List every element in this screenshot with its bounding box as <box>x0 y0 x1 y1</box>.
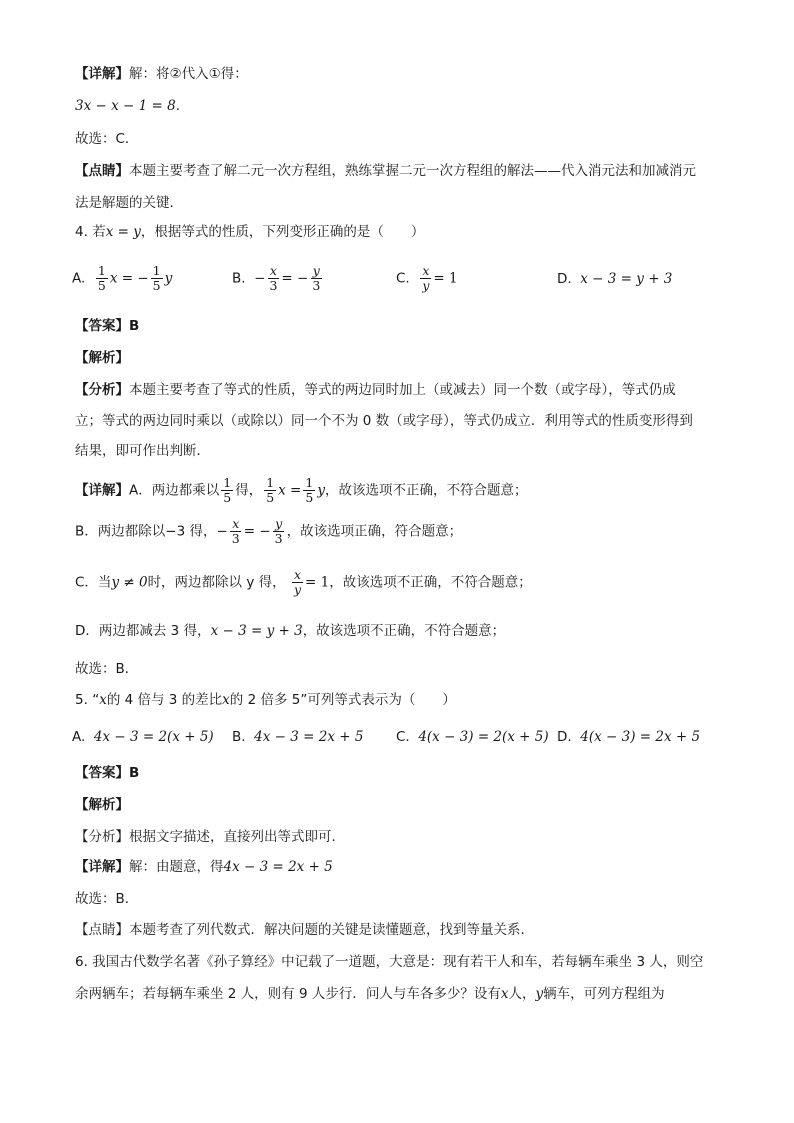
question-4-stem <box>75 222 424 242</box>
stem-part: 余两辆车；若每辆车乘坐 2 人，则有 9 人步行．问人与车各多少？设有 <box>75 986 501 1002</box>
numerator: 1 <box>223 475 232 490</box>
stem-var: x <box>222 692 230 708</box>
detail-c <box>75 568 532 597</box>
option-a-expr: 4x − 3 = 2(x + 5) <box>93 729 214 745</box>
stem-part: 的 2 倍多 5”可列等式表示为（ ） <box>229 692 456 708</box>
question-6-line-2 <box>75 984 665 1004</box>
option-d-expr: 4(x − 3) = 2x + 5 <box>580 729 701 745</box>
detail-a-y: y <box>317 482 325 499</box>
equation-line <box>75 96 180 116</box>
option-a <box>72 727 214 747</box>
denominator: 5 <box>266 490 275 505</box>
detail-line <box>75 857 333 877</box>
numerator: x <box>269 263 277 278</box>
fraction <box>292 568 303 597</box>
detail-d-pre: D．两边都减去 3 得， <box>75 623 211 639</box>
denominator: 3 <box>312 278 321 293</box>
fraction <box>310 264 322 293</box>
option-d-label: D. <box>557 271 572 287</box>
selection-line: 故选：C． <box>75 131 139 147</box>
answer-line: 【答案】B <box>75 318 140 334</box>
option-b-label: B. <box>232 729 246 745</box>
fraction <box>221 476 233 505</box>
stem-var: y <box>535 986 544 1002</box>
answer-line: 【答案】B <box>75 765 140 781</box>
detail-c-post: ，故该选项不正确，不符合题意； <box>329 574 532 591</box>
option-c-label: C. <box>396 729 410 745</box>
detail-eq: 4x − 3 = 2x + 5 <box>223 859 333 875</box>
fraction <box>273 517 285 546</box>
note-line-2: 法是解题的关键． <box>75 195 183 211</box>
stem-post: ，根据等式的性质，下列变形正确的是（ ） <box>140 224 425 240</box>
fraction <box>303 476 315 505</box>
numerator: x <box>422 263 430 278</box>
denominator: 5 <box>223 490 232 505</box>
detail-d <box>75 621 505 641</box>
numerator: 1 <box>305 475 314 490</box>
stem-pre: 若 <box>92 224 106 240</box>
denominator: y <box>293 582 301 597</box>
selection-line: 故选：B． <box>75 661 139 677</box>
fraction <box>267 264 279 293</box>
fraction <box>420 264 431 293</box>
detail-d-expr: x − 3 = y + 3 <box>210 623 303 639</box>
option-d <box>557 727 700 747</box>
question-number: 5. <box>75 692 88 708</box>
analysis-text: 本题主要考查了等式的性质，等式的两边同时加上（或减去）同一个数（或字母），等式仍成 <box>129 382 676 398</box>
detail-b-post: ，故该选项正确，符合题意； <box>286 523 463 540</box>
denominator: 5 <box>152 278 161 293</box>
analysis-text-3: 结果，即可作出判断． <box>75 443 210 459</box>
option-b-label: B. <box>232 270 246 287</box>
detail-tag: 【详解】 <box>75 66 129 82</box>
detail-b <box>75 517 462 546</box>
option-b-mid: = − <box>281 270 309 287</box>
detail-a <box>75 476 527 505</box>
denominator: 5 <box>97 278 106 293</box>
option-b <box>232 264 324 293</box>
stem-part: 辆车，可列方程组为 <box>543 986 665 1002</box>
option-c <box>396 727 549 747</box>
analysis-text-1 <box>75 380 676 400</box>
analysis-line: 【解析】 <box>75 797 129 813</box>
option-b-expr: 4x − 3 = 2x + 5 <box>254 729 364 745</box>
analysis-text-2: 立；等式的两边同时乘以（或除以）同一个不为 0 数（或字母），等式仍成立．利用等式的性质变形得到 <box>75 413 693 429</box>
question-number: 4. <box>75 224 88 240</box>
equation: 3x − x − 1 = 8 <box>75 98 176 114</box>
option-d <box>557 269 672 289</box>
numerator: 1 <box>152 263 161 278</box>
option-b <box>232 727 363 747</box>
stem-part: “ <box>92 692 100 708</box>
detail-c-pre: C．当 <box>75 574 112 591</box>
selection-line: 故选：B． <box>75 891 139 907</box>
stem-condition: x = y <box>105 224 141 240</box>
option-c-end: = 1 <box>433 270 458 287</box>
detail-pre: 解：由题意，得 <box>129 859 224 875</box>
option-a <box>72 264 172 293</box>
question-5-stem <box>75 690 456 710</box>
denominator: 3 <box>274 531 283 546</box>
numerator: 1 <box>97 263 106 278</box>
option-a-mid: x = − <box>109 270 149 287</box>
note-line-1 <box>75 161 696 181</box>
detail-c-eq: = 1 <box>305 574 330 591</box>
detail-c-mid: 时，两边都除以 y 得， <box>147 574 286 591</box>
detail-b-minus: − <box>216 523 228 540</box>
stem-var: x <box>500 986 509 1002</box>
question-6-line-1: 6. 我国古代数学名著《孙子算经》中记载了一道题，大意是：现有若干人和车，若每辆车乘坐 3 人，则空 <box>75 954 704 970</box>
option-b-minus: − <box>254 270 266 287</box>
detail-a-x: x = <box>278 482 302 499</box>
option-c-label: C. <box>396 270 410 287</box>
detail-b-eq: = − <box>243 523 271 540</box>
denominator: 3 <box>231 531 240 546</box>
detail-tag: 【详解】 <box>75 482 129 499</box>
equation-end: . <box>175 98 180 114</box>
analysis-tag: 【分析】 <box>75 382 129 398</box>
numerator: x <box>293 567 301 582</box>
analysis-line: 【解析】 <box>75 350 129 366</box>
option-d-label: D. <box>557 729 572 745</box>
option-c-expr: 4(x − 3) = 2(x + 5) <box>418 729 549 745</box>
denominator: y <box>422 278 430 293</box>
detail-d-post: ，故该选项不正确，不符合题意； <box>302 623 506 639</box>
detail-a-post: ，故该选项不正确，不符合题意； <box>324 482 528 499</box>
stem-var: x <box>99 692 107 708</box>
analysis-text: 【分析】根据文字描述，直接列出等式即可． <box>75 829 345 845</box>
detail-b-pre: B．两边都除以−3 得， <box>75 523 217 540</box>
numerator: y <box>275 516 283 531</box>
fraction <box>264 476 276 505</box>
fraction <box>96 264 108 293</box>
detail-c-cond: y ≠ 0 <box>111 574 148 591</box>
option-d-expr: x − 3 = y + 3 <box>580 271 673 287</box>
detail-text: 解：将②代入①得： <box>129 66 248 82</box>
fraction <box>230 517 242 546</box>
numerator: 1 <box>266 475 275 490</box>
numerator: y <box>312 263 320 278</box>
option-a-label: A. <box>72 729 86 745</box>
numerator: x <box>232 516 240 531</box>
note-tag: 【点睛】 <box>75 163 129 179</box>
option-c <box>396 264 458 293</box>
detail-line <box>75 64 248 84</box>
denominator: 3 <box>269 278 278 293</box>
stem-part: 的 4 倍与 3 的差比 <box>106 692 223 708</box>
detail-tag: 【详解】 <box>75 859 129 875</box>
note-line: 【点睛】本题考查了列代数式．解决问题的关键是读懂题意，找到等量关系． <box>75 922 534 938</box>
stem-part: 人， <box>508 986 536 1002</box>
detail-a-pre: A．两边都乘以 <box>129 482 220 499</box>
note-text-1: 本题主要考查了解二元一次方程组，熟练掌握二元一次方程组的解法——代入消元法和加减消元 <box>129 163 696 179</box>
denominator: 5 <box>305 490 314 505</box>
option-a-end: y <box>164 270 173 287</box>
fraction <box>151 264 163 293</box>
detail-a-mid: 得， <box>235 482 263 499</box>
option-a-label: A. <box>72 270 86 287</box>
